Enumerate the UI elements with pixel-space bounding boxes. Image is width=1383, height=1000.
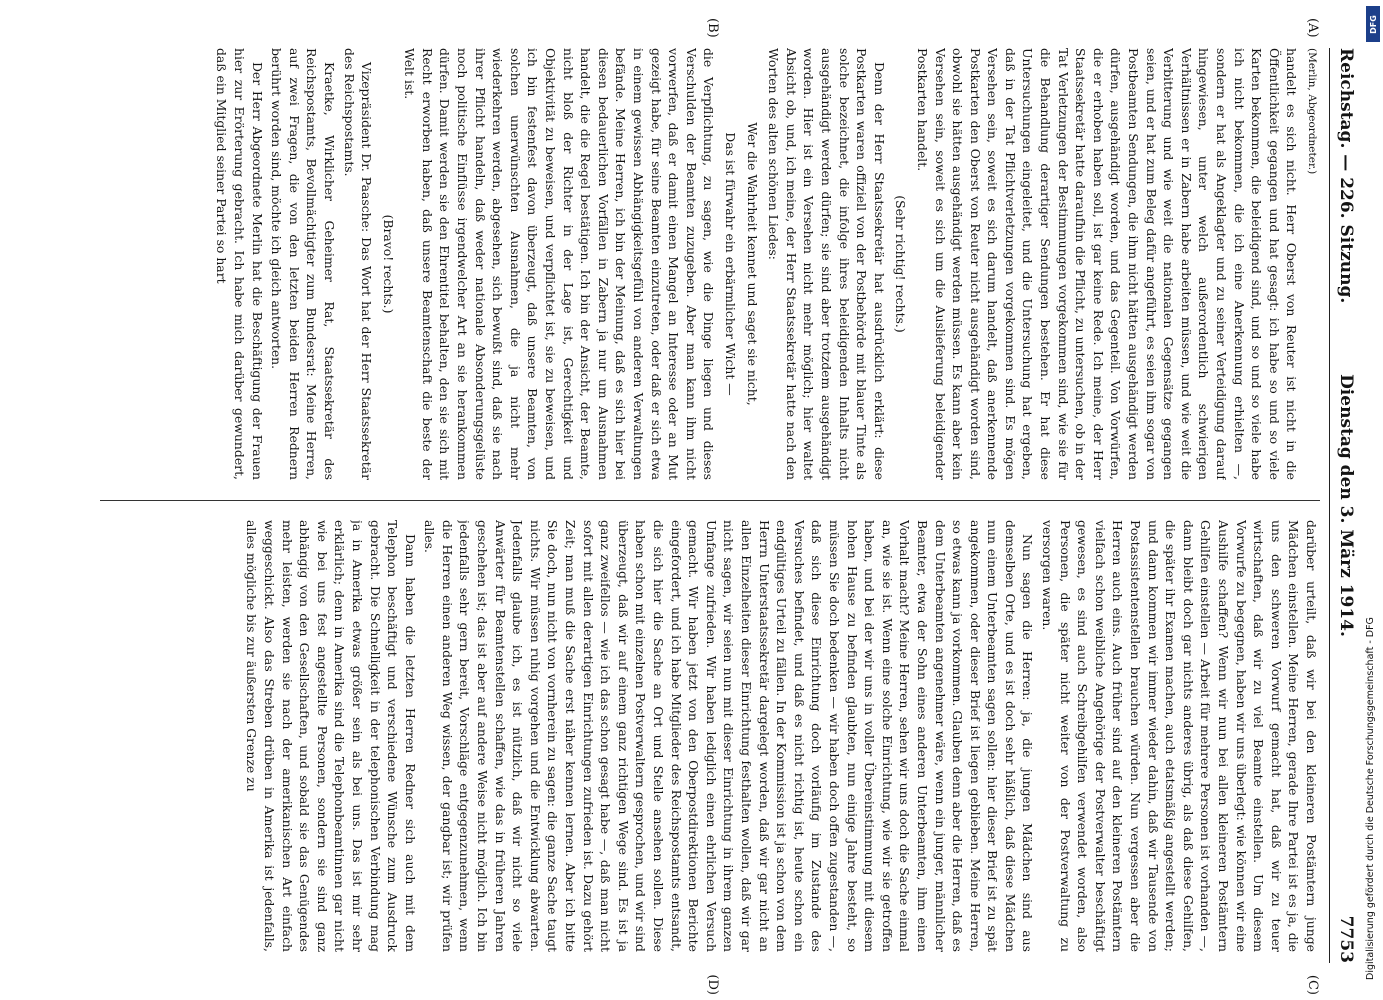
margin-mark-b: (B): [705, 18, 720, 38]
margin-mark-c: (C): [1305, 974, 1320, 995]
logo-label: DFG: [1368, 14, 1378, 34]
header-center: Dienstag den 3. März 1914.: [1336, 374, 1356, 637]
header-left: Reichstag. — 226. Sitzung.: [1336, 48, 1356, 304]
paragraph: Der Herr Abgeordnete Merlin hat die Beschäftigung der Frauen hier zur Erörterung gebracht. Ich habe mich darüber gewundert, daß ein Mitglied seiner Partei so hart: [214, 48, 265, 480]
column-divider: [100, 500, 1320, 501]
paragraph: Nun sagen die Herren: ja, die jungen Mädchen sind aus demselben Orte, und es ist doch sehr häßlich, daß diese Mädchen nun einem Unterbeamten sagen sollen: hier dieser Brief ist zu spät angekommen, oder dieser Brief ist liegen geblieben. Meine Herren, so etwas kann ja vorkommen. Glauben denn aber die Herren, daß es dem Unterbeamten angenehmer wäre, wenn ein junger, männlicher Beamter, etwa der Sohn eines anderen Unterbeamten, ihm einen Vorhalt macht? Meine Herren, sehen wir uns doch die Sache einmal an, wie sie ist. Wenn eine solche Einrichtung, wie wir sie getroffen haben, und bei der wir uns in voller Übereinstimmung mit diesem hohen Hause zu befinden glaubten, nun einige Jahre besteht, so müssen Sie doch bedenken — wir haben doch offen zugestanden —, daß sich diese Einrichtung doch vorläufig im Zustande des Versuches befindet, und daß es nicht richtig ist, heute schon ein endgültiges Urteil zu fällen. In der Kommission ist ja schon von dem Herrn Unterstaatssekretär dargelegt worden, daß wir gar nicht an allen Einzelheiten dieser Einrichtung festhalten wollen, daß wir gar nicht sagen, wir seien nun mit dieser Einrichtung in ihrem ganzen Umfange zufrieden. Wir haben lediglich einen ehrlichen Versuch gemacht. Wir haben jetzt von den Oberpostdirektionen Berichte eingefordert, und ich habe Mitglieder des Reichspostamts entsandt, die sich hier die Sache an Ort und Stelle ansehen sollen. Diese haben schon mit einzelnen Postverwaltern gesprochen, und wir sind überzeugt, daß wir auf einem ganz richtigen Wege sind. Es ist ja ganz zweifellos — wie ich das schon gesagt habe —, daß man nicht sofort mit allen derartigen Einrichtungen zufrieden ist. Dazu gehört Zeit; man muß die Sache erst näher kennen lernen. Aber ich bitte Sie doch, nun nicht von vornherein zu sagen: die ganze Sache taugt nichts. Wir müssen ruhig vorgehen und die Entwicklung abwarten. Jedenfalls glaube ich, es ist nützlich, daß wir nicht so viele Anwärter für Beamtenstellen schaffen, wie das in früheren Jahren geschehen ist; das ist aber auf andere Weise nicht möglich. Ich bin jedenfalls sehr gern bereit, Vorschläge entgegenzunehmen, wenn die Herren einen anderen Weg wissen, der gangbar ist; wir prüfen alles.: [422, 520, 1036, 952]
verse-line: Das ist fürwahr ein erbärmlicher Wicht —: [723, 132, 738, 396]
digitization-note: [1365, 20, 1377, 980]
verse-line: Wer die Wahrheit kennet und saget sie nicht,: [744, 122, 760, 406]
paragraph: Vizepräsident Dr. Paasche: Das Wort hat der Herr Staatssekretär des Reichspostamts.: [341, 48, 375, 480]
paragraph: handelt es sich nicht. Herr Oberst von Reuter ist nicht in die Öffentlichkeit gegangen und hat gesagt: ich habe so und so viele Karten bekommen, die beleidigend sind, und so und so viele habe ich nicht bekommen, die ich eine Anerkennung erhielten —, sondern er hat als Angeklagter und zu seiner Verteidigung darauf hingewiesen, unter welch außerordentlich schwierigen Verhältnissen er in Zabern habe arbeiten müssen, und wie weit die Verbitterung und wie weit die nationalen Gegensätze gegangen seien, und er hat zum Beleg dafür angeführt, es seien ihm sogar von Postbeamten Sendungen, die ihm nicht hätten ausgehändigt werden dürfen, ausgehändigt worden, und das Gegenteil. Von Vorwürfen, die er erhoben haben soll, ist gar keine Rede. Ich meine, der Herr Staatssekretär hatte daraufhin die Pflicht, zu untersuchen, ob in der Tat Verletzungen der Bestimmungen vorgekommen sind, wie sie für die Behandlung derartiger Sendungen bestehen. Er hat diese Untersuchungen eingeleitet, und die Untersuchung hat ergeben, daß in der Tat Pflichtverletzungen vorgekommen sind. Es mögen Versehen sein, soweit es sich darum handelt, daß anerkennende Postkarten den Oberst von Reuter nicht ausgehändigt worden sind, obwohl sie hätten ausgehändigt werden müssen. Es kann aber kein Versehen sein, soweit es sich um die Auslieferung beleidigender Postkarten handelt.: [914, 48, 1300, 480]
paragraph: darüber urteilt, daß wir bei den kleineren Postämtern junge Mädchen einstellen. Meine Herren, gerade Ihre Partei ist es ja, die uns den schweren Vorwurf gemacht hat, daß wir zu teuer wirtschaften, daß wir zu viel Beamte einstellen. Um diesem Vorwurfe zu begegnen, haben wir uns überlegt: wie können wir eine Aushilfe schaffen? Wenn wir nun bei allen kleineren Postämtern Gehilfen einstellen — Arbeit für mehrere Personen ist vorhanden —, dann bleibt doch gar nichts anderes übrig, als daß diese Gehilfen, die später ihr Examen machen, auch etatsmäßig angestellt werden; und dann kommen wir immer wieder dahin, daß wir Tausende von Postassistentenstellen brauchen würden. Nun vergessen aber die Herren auch eins. Auch früher sind auf den kleineren Postämtern vielfach schon weibliche Angehörige der Postverwalter beschäftigt gewesen, es sind auch Schreibgehilfen verwendet worden, also Personen, die später nicht weiter von der Postverwaltung zu versorgen waren.: [1040, 520, 1319, 952]
rotated-document-page: [90, 18, 1360, 995]
digitization-note-text: Digitalisierung gefördert durch die Deutsche Forschungsgemeinschaft - DFG: [1365, 617, 1376, 980]
interjection: (Bravo! rechts.): [380, 214, 396, 314]
left-column: [100, 48, 1320, 480]
right-column: [100, 520, 1320, 952]
margin-mark-a: (A): [1305, 18, 1320, 38]
running-head: [1329, 48, 1360, 963]
paragraph: Denn der Herr Staatssekretär hat ausdrücklich erklärt: diese Postkarten waren offiziell von der Postbehörde mit blauer Tinte als solche bezeichnet, die infolge ihres beleidigenden Inhalts nicht ausgehändigt werden dürfen; sie sind aber trotzdem ausgehändigt worden. Hier ist ein Versehen nicht mehr möglich; hier waltet Absicht ob, und, ich meine, der Herr Staatssekretär hatte nach den Worten des alten schönen Liedes:: [766, 48, 887, 480]
margin-mark-d: (D): [705, 974, 720, 995]
paragraph: Dann haben die letzten Herren Redner sich auch mit dem Telephon beschäftigt und verschiedene Wünsche zum Ausdruck gebracht. Die Schnelligkeit in der telephonischen Verbindung mag ja in Amerika etwas größer sein als bei uns. Das ist mir sehr erklärlich; denn in Amerika sind die Telephonbeamtinnen gar nicht wie bei uns fest angestellte Personen, sondern sie sind ganz abhängig von den Gesellschaften, und sobald sie das Genügendes mehr leisten, werden sie nach der amerikanischen Art einfach weggeschickt. Also das Streben drüben in Amerika ist jedenfalls, alles mögliche bis zur äußersten Grenze zu: [244, 520, 418, 952]
interjection: (Sehr richtig! rechts.): [893, 195, 909, 333]
paragraph: die Verpflichtung, zu sagen, wie die Dinge liegen und dieses Verschulden der Beamten zuzugeben. Aber man kann ihm nicht vorwerfen, daß er damit einen Mangel an Interesse oder an Mut gezeigt habe, für seine Beamten einzutreten, oder daß er sich etwa in einem gewissen Abhängigkeitsgefühl von anderen Verwaltungen befände. Meine Herren, ich bin der Meinung, daß es sich hier bei diesen bedauerlichen Vorfällen in Zabern ja nur um Ausnahmen handelt, die die Regel bestätigen. Ich bin der Ansicht, der Beamte, nicht bloß der Richter in der Lage ist, Gerechtigkeit und Objektivität zu beweisen, und verpflichtet ist, sie zu beweisen, und ich bin festenfest davon überzeugt, daß unsere Beamten, von solchen unerwünschten Ausnahmen, die ja nicht mehr wiederkehren werden, abgesehen, sich bewußt sind, daß sie nach ihrer Pflicht handeln, daß weder nationale Absonderungsgelüste noch politische Einflüsse irgendwelcher Art an sie herankommen dürfen. Damit werden sie den Ehrentitel behalten, den sie sich mit Recht erworben haben, daß unsere Beamtenschaft die beste der Welt ist.: [402, 48, 717, 480]
speaker-note: (Merlin, Abgeordneter.): [1306, 48, 1318, 175]
page-number: 7753: [1336, 915, 1356, 963]
paragraph: Kraetke, Wirklicher Geheimer Rat, Staatssekretär des Reichspostamts, Bevollmächtigter zum Bundesrat: Meine Herren, auf zwei Fragen, die von den letzten beiden Herren Rednern berührt worden sind, möchte ich gleich antworten.: [269, 48, 337, 480]
